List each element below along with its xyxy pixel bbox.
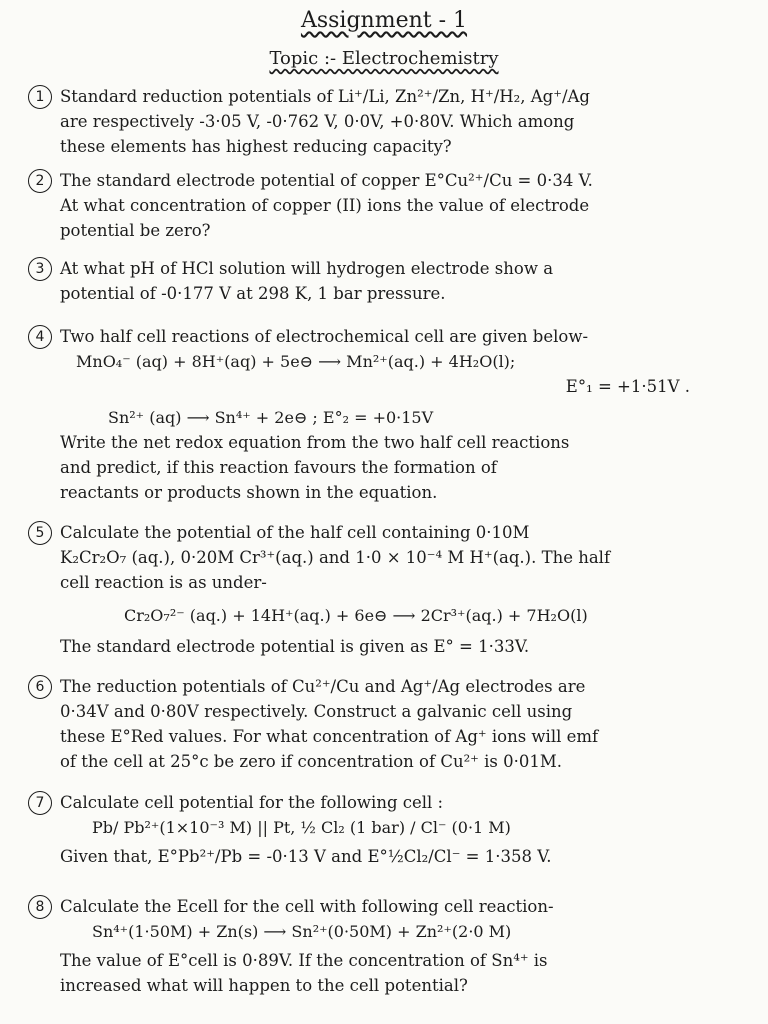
question-line: At what pH of HCl solution will hydrogen electrode show a — [60, 259, 554, 278]
question-line: cell reaction is as under- — [60, 573, 267, 592]
question-line: K₂Cr₂O₇ (aq.), 0·20M Cr³⁺(aq.) and 1·0 × 10⁻⁴ M H⁺(aq.). The half — [60, 548, 611, 567]
question-2 — [28, 168, 740, 243]
question-line: Calculate the Ecell for the cell with following cell reaction- — [60, 897, 554, 916]
question-line: reactants or products shown in the equation. — [60, 483, 438, 502]
question-7 — [28, 790, 740, 869]
question-5 — [28, 520, 740, 659]
question-line: The value of E°cell is 0·89V. If the concentration of Sn⁴⁺ is — [60, 951, 548, 970]
question-line: potential be zero? — [60, 221, 211, 240]
question-line: of the cell at 25°c be zero if concentration of Cu²⁺ is 0·01M. — [60, 752, 563, 771]
question-line: Calculate the potential of the half cell containing 0·10M — [60, 523, 530, 542]
page-title: Assignment - 1 — [300, 8, 468, 33]
question-number: 8 — [28, 895, 52, 919]
half-reaction-2: Sn²⁺ (aq) ⟶ Sn⁴⁺ + 2e⊖ ; E°₂ = +0·15V — [108, 408, 434, 427]
question-6 — [28, 674, 740, 774]
question-line: Standard reduction potentials of Li⁺/Li, Zn²⁺/Zn, H⁺/H₂, Ag⁺/Ag — [60, 87, 590, 106]
question-number: 1 — [28, 85, 52, 109]
half-reaction-1-potential: E°₁ = +1·51V . — [565, 377, 690, 396]
question-line: and predict, if this reaction favours the formation of — [60, 458, 497, 477]
question-line: these elements has highest reducing capacity? — [60, 137, 452, 156]
question-number: 3 — [28, 257, 52, 281]
question-1 — [28, 84, 740, 159]
question-line: The standard electrode potential of copper E°Cu²⁺/Cu = 0·34 V. — [60, 171, 593, 190]
question-number: 5 — [28, 521, 52, 545]
half-cell-reaction: Cr₂O₇²⁻ (aq.) + 14H⁺(aq.) + 6e⊖ ⟶ 2Cr³⁺(aq.) + 7H₂O(l) — [124, 606, 588, 625]
question-number: 2 — [28, 169, 52, 193]
question-number: 7 — [28, 791, 52, 815]
question-line: Two half cell reactions of electrochemical cell are given below- — [60, 327, 589, 346]
question-line: increased what will happen to the cell potential? — [60, 976, 468, 995]
question-line: Write the net redox equation from the two half cell reactions — [60, 433, 570, 452]
question-line: The reduction potentials of Cu²⁺/Cu and Ag⁺/Ag electrodes are — [60, 677, 586, 696]
question-line: The standard electrode potential is given as E° = 1·33V. — [60, 637, 530, 656]
question-line: 0·34V and 0·80V respectively. Construct a galvanic cell using — [60, 702, 573, 721]
question-4 — [28, 324, 740, 505]
cell-reaction: Sn⁴⁺(1·50M) + Zn(s) ⟶ Sn²⁺(0·50M) + Zn²⁺(2·0 M) — [92, 922, 512, 941]
half-reaction-1: MnO₄⁻ (aq) + 8H⁺(aq) + 5e⊖ ⟶ Mn²⁺(aq.) + 4H₂O(l); — [76, 352, 516, 371]
question-3 — [28, 256, 740, 306]
question-8 — [28, 894, 740, 998]
question-line: are respectively -3·05 V, -0·762 V, 0·0V, +0·80V. Which among — [60, 112, 575, 131]
cell-notation: Pb/ Pb²⁺(1×10⁻³ M) || Pt, ½ Cl₂ (1 bar) / Cl⁻ (0·1 M) — [92, 818, 511, 837]
question-line: Given that, E°Pb²⁺/Pb = -0·13 V and E°½Cl₂/Cl⁻ = 1·358 V. — [60, 847, 552, 866]
question-line: potential of -0·177 V at 298 K, 1 bar pressure. — [60, 284, 446, 303]
question-line: At what concentration of copper (II) ions the value of electrode — [60, 196, 590, 215]
question-number: 6 — [28, 675, 52, 699]
question-line: these E°Red values. For what concentration of Ag⁺ ions will emf — [60, 727, 599, 746]
topic-heading: Topic :- Electrochemistry — [269, 48, 499, 69]
question-number: 4 — [28, 325, 52, 349]
question-line: Calculate cell potential for the following cell : — [60, 793, 444, 812]
